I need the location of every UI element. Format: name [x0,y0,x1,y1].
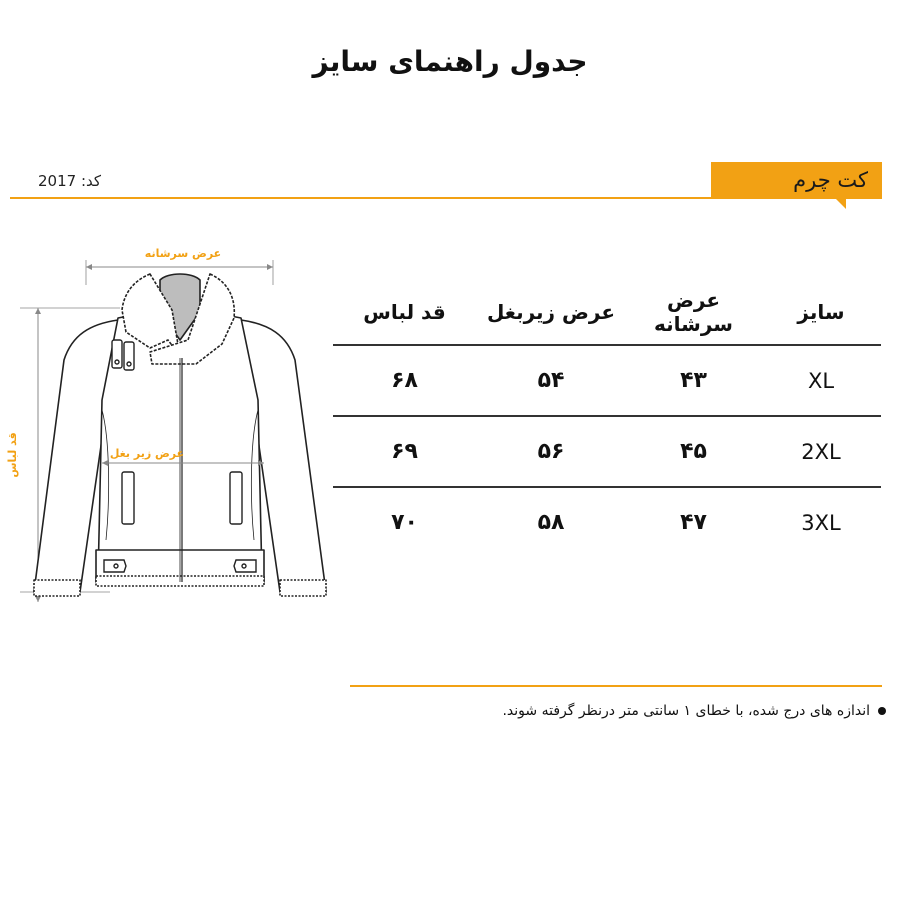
shoulder-cell: ۴۷ [680,510,707,535]
header-divider [10,197,882,199]
note-text: اندازه های درج شده، با خطای ۱ سانتی متر درنظر گرفته شوند. [502,703,870,719]
product-code: کد: 2017 [38,172,102,190]
length-cell: ۷۰ [391,510,418,535]
table-row [333,416,881,487]
armpit-cell: ۵۴ [476,345,626,416]
size-cell: 3XL [801,510,841,535]
product-name-tag: کت چرم [711,162,882,198]
table-row [333,487,881,557]
shoulder-label: عرض سرشانه [144,247,222,260]
bullet-icon [878,707,886,715]
header-armpit-width: عرض زیربغل [476,280,626,345]
length-label: قد لباس [6,432,19,478]
table-header-row [333,280,881,345]
jacket-diagram [0,240,340,610]
armpit-cell: ۵۶ [476,416,626,487]
table-row [333,345,881,416]
size-cell: 2XL [761,416,881,487]
shoulder-cell: ۴۳ [626,345,761,416]
header-shoulder-width: عرض سرشانه [626,280,761,345]
size-table [333,280,881,557]
armpit-label: عرض زیر بغل [109,447,185,460]
header-length: قد لباس [333,280,476,345]
length-cell: ۶۸ [333,345,476,416]
size-cell: XL [761,345,881,416]
length-cell: ۶۹ [333,416,476,487]
page-title: جدول راهنمای سایز [312,45,588,78]
measurement-note [502,703,886,719]
armpit-cell: ۵۸ [537,510,565,535]
footer-divider [350,685,882,687]
shoulder-cell: ۴۵ [626,416,761,487]
header-size: سایز [761,280,881,345]
